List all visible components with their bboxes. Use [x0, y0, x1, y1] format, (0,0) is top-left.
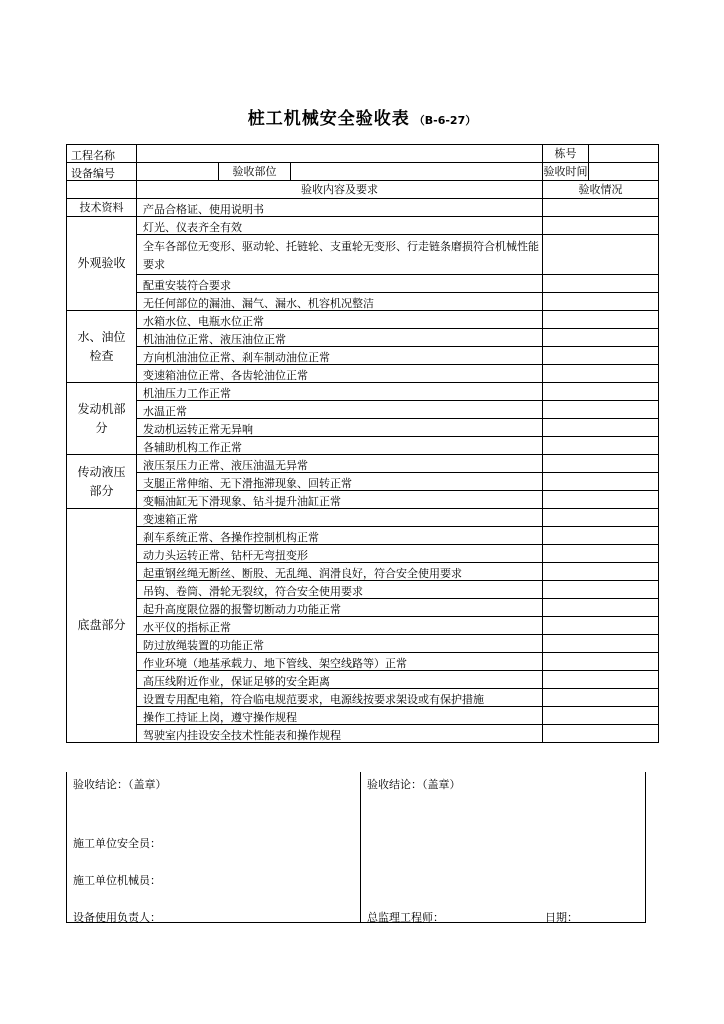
- row-appearance: [67, 275, 659, 293]
- status-column-header: 验收情况: [543, 181, 659, 199]
- status-cell[interactable]: [543, 383, 659, 401]
- status-cell[interactable]: [543, 581, 659, 599]
- row-chassis: [67, 653, 659, 671]
- row-engine: [67, 437, 659, 455]
- status-cell[interactable]: [543, 671, 659, 689]
- status-cell[interactable]: [543, 689, 659, 707]
- row-equipment: [67, 163, 659, 181]
- equipment-no-value[interactable]: [137, 163, 219, 181]
- accept-part-label: 验收部位: [219, 163, 291, 181]
- row-appearance: [67, 217, 659, 235]
- status-cell[interactable]: [543, 419, 659, 437]
- item-text: 变速箱油位正常、各齿轮油位正常: [137, 365, 543, 383]
- item-text: 发动机运转正常无异响: [137, 419, 543, 437]
- status-cell[interactable]: [543, 365, 659, 383]
- category-engine: 发动机部分: [67, 383, 137, 455]
- status-cell[interactable]: [543, 473, 659, 491]
- inspection-table: [66, 144, 659, 743]
- status-cell[interactable]: [543, 217, 659, 235]
- category-tech: 技术资料: [67, 199, 137, 217]
- item-text: 方向机油油位正常、刹车制动油位正常: [137, 347, 543, 365]
- item-text: 变幅油缸无下滑现象、钻斗提升油缸正常: [137, 491, 543, 509]
- status-cell[interactable]: [543, 509, 659, 527]
- status-cell[interactable]: [543, 275, 659, 293]
- item-text: 水温正常: [137, 401, 543, 419]
- status-cell[interactable]: [543, 617, 659, 635]
- row-appearance: [67, 235, 659, 275]
- row-chassis: [67, 689, 659, 707]
- row-chassis: [67, 671, 659, 689]
- row-hydraulic: [67, 455, 659, 473]
- item-text: 操作工持证上岗，遵守操作规程: [137, 707, 543, 725]
- status-cell[interactable]: [543, 311, 659, 329]
- status-cell[interactable]: [543, 437, 659, 455]
- item-text: 驾驶室内挂设安全技术性能表和操作规程: [137, 725, 543, 743]
- category-appearance: 外观验收: [67, 217, 137, 311]
- item-text: 防过放绳装置的功能正常: [137, 635, 543, 653]
- row-chassis: [67, 599, 659, 617]
- row-engine: [67, 419, 659, 437]
- item-text: 动力头运转正常、钻杆无弯扭变形: [137, 545, 543, 563]
- status-cell[interactable]: [543, 491, 659, 509]
- item-text: 灯光、仪表齐全有效: [137, 217, 543, 235]
- item-text: 各辅助机构工作正常: [137, 437, 543, 455]
- status-cell[interactable]: [543, 653, 659, 671]
- row-chassis: [67, 509, 659, 527]
- title-text: 桩工机械安全验收表: [247, 109, 410, 129]
- item-text: 无任何部位的漏油、漏气、漏水、机容机况整洁: [137, 293, 543, 311]
- item-text: 起重钢丝绳无断丝、断股、无乱绳、润滑良好，符合安全使用要求: [137, 563, 543, 581]
- row-fluid: [67, 329, 659, 347]
- row-fluid: [67, 311, 659, 329]
- status-cell[interactable]: [543, 329, 659, 347]
- safety-officer-label: 施工单位安全员：: [73, 837, 161, 850]
- header-blank: [67, 181, 137, 199]
- row-chassis: [67, 725, 659, 743]
- left-conclusion: 验收结论：（盖章）: [73, 778, 167, 791]
- equipment-no-label: 设备编号: [67, 163, 137, 181]
- row-column-header: [67, 181, 659, 199]
- signature-area: [66, 772, 646, 923]
- item-text: 水平仪的指标正常: [137, 617, 543, 635]
- row-chassis: [67, 527, 659, 545]
- item-text: 液压泵压力正常、液压油温无异常: [137, 455, 543, 473]
- item-text: 支腿正常伸缩、无下滑拖滞现象、回转正常: [137, 473, 543, 491]
- form-code: （B-6-27）: [413, 114, 477, 127]
- project-name-value[interactable]: [137, 145, 543, 163]
- status-cell[interactable]: [543, 563, 659, 581]
- item-text: 吊钩、卷筒、滑轮无裂纹，符合安全使用要求: [137, 581, 543, 599]
- status-cell[interactable]: [543, 527, 659, 545]
- row-hydraulic: [67, 473, 659, 491]
- row-chassis: [67, 617, 659, 635]
- category-hydraulic: 传动液压部分: [67, 455, 137, 509]
- row-chassis: [67, 635, 659, 653]
- status-cell[interactable]: [543, 599, 659, 617]
- status-cell[interactable]: [543, 293, 659, 311]
- item-text: 水箱水位、电瓶水位正常: [137, 311, 543, 329]
- row-chassis: [67, 563, 659, 581]
- item-text: 起升高度限位器的报警切断动力功能正常: [137, 599, 543, 617]
- status-cell[interactable]: [543, 707, 659, 725]
- status-cell[interactable]: [543, 725, 659, 743]
- signature-divider: [360, 772, 361, 922]
- status-cell[interactable]: [543, 455, 659, 473]
- item-text: 变速箱正常: [137, 509, 543, 527]
- building-no-label: 栋号: [543, 145, 589, 163]
- row-chassis: [67, 545, 659, 563]
- status-cell[interactable]: [543, 199, 659, 217]
- project-name-label: 工程名称: [67, 145, 137, 163]
- right-conclusion: 验收结论：（盖章）: [367, 778, 461, 791]
- content-column-header: 验收内容及要求: [137, 181, 543, 199]
- status-cell[interactable]: [543, 401, 659, 419]
- accept-part-value[interactable]: [291, 163, 543, 181]
- item-text: 作业环境（地基承载力、地下管线、架空线路等）正常: [137, 653, 543, 671]
- item-text: 产品合格证、使用说明书: [137, 199, 543, 217]
- row-tech: [67, 199, 659, 217]
- category-chassis: 底盘部分: [67, 509, 137, 743]
- chief-supervisor-label: 总监理工程师：: [367, 911, 444, 924]
- item-text: 配重安装符合要求: [137, 275, 543, 293]
- row-project: [67, 145, 659, 163]
- accept-time-value[interactable]: [589, 163, 659, 181]
- row-appearance: [67, 293, 659, 311]
- status-cell[interactable]: [543, 545, 659, 563]
- status-cell[interactable]: [543, 347, 659, 365]
- accept-time-label: 验收时间: [543, 163, 589, 181]
- category-fluid: 水、油位检查: [67, 311, 137, 383]
- item-text: 机油压力工作正常: [137, 383, 543, 401]
- status-cell[interactable]: [543, 235, 659, 275]
- row-chassis: [67, 707, 659, 725]
- row-chassis: [67, 581, 659, 599]
- item-text: 全车各部位无变形、驱动轮、托链轮、支重轮无变形、行走链条磨损符合机械性能要求: [137, 235, 543, 275]
- row-engine: [67, 383, 659, 401]
- item-text: 高压线附近作业，保证足够的安全距离: [137, 671, 543, 689]
- row-fluid: [67, 347, 659, 365]
- inspection-form: [66, 144, 658, 743]
- date-label: 日期：: [545, 911, 578, 924]
- row-engine: [67, 401, 659, 419]
- row-hydraulic: [67, 491, 659, 509]
- item-text: 刹车系统正常、各操作控制机构正常: [137, 527, 543, 545]
- status-cell[interactable]: [543, 635, 659, 653]
- mech-officer-label: 施工单位机械员：: [73, 874, 161, 887]
- form-title: [0, 104, 724, 129]
- item-text: 设置专用配电箱，符合临电规范要求，电源线按要求架设或有保护措施: [137, 689, 543, 707]
- equipment-user-label: 设备使用负责人：: [73, 911, 161, 924]
- row-fluid: [67, 365, 659, 383]
- building-no-value[interactable]: [589, 145, 659, 163]
- item-text: 机油油位正常、液压油位正常: [137, 329, 543, 347]
